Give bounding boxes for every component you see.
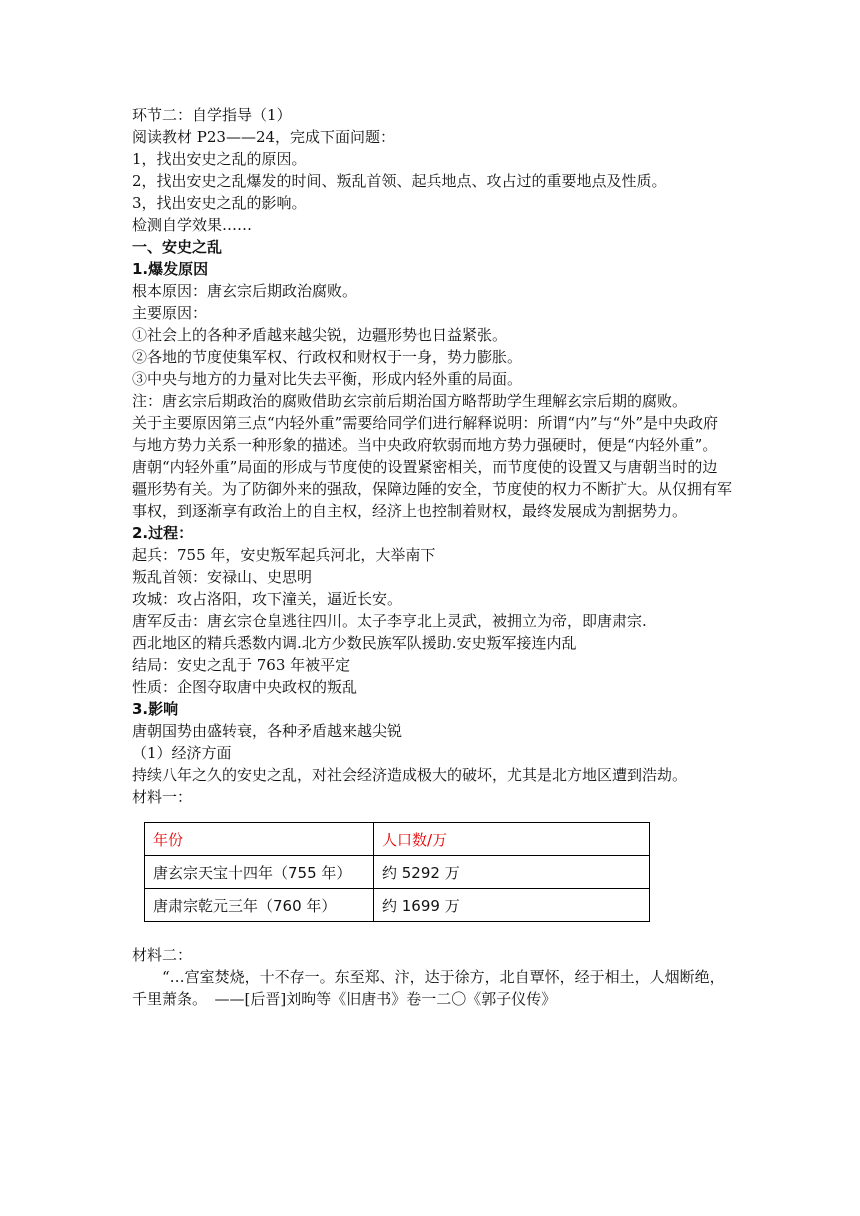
impact-economy-label: （1）经济方面 [132, 744, 232, 762]
cause-item-3: ③中央与地方的力量对比失去平衡，形成内轻外重的局面。 [132, 370, 523, 388]
heading-anshi-rebellion: 一、安史之乱 [132, 238, 223, 256]
heading-process: 2.过程： [132, 524, 194, 542]
process-counterattack-cont: 西北地区的精兵悉数内调.北方少数民族军队援助.安史叛军接连内乱 [132, 634, 577, 652]
section-intro: 环节二：自学指导（1） [132, 106, 292, 124]
process-attack: 攻城：攻占洛阳，攻下潼关，逼近长安。 [132, 590, 403, 608]
document-page [132, 104, 732, 1010]
population-table [144, 822, 650, 922]
main-causes-label: 主要原因： [132, 304, 208, 322]
table-cell-year: 唐肃宗乾元三年（760 年） [145, 889, 374, 922]
table-cell-year: 唐玄宗天宝十四年（755 年） [145, 856, 374, 889]
process-uprising: 起兵：755 年，安史叛军起兵河北，大举南下 [132, 546, 436, 564]
heading-impact: 3.影响 [132, 700, 179, 718]
process-outcome: 结局：安史之乱于 763 年被平定 [132, 656, 351, 674]
self-check: 检测自学效果…… [132, 216, 253, 234]
note-paragraph: 注：唐玄宗后期政治的腐败借助玄宗前后期治国方略帮助学生理解玄宗后期的腐败。 [132, 392, 688, 410]
question-1: 1，找出安史之乱的原因。 [132, 150, 307, 168]
process-counterattack: 唐军反击：唐玄宗仓皇逃往四川。太子李亨北上灵武，被拥立为帝，即唐肃宗. [132, 612, 647, 630]
impact-summary: 唐朝国势由盛转衰，各种矛盾越来越尖锐 [132, 722, 403, 740]
table-cell-population: 约 1699 万 [374, 889, 650, 922]
impact-economy-text: 持续八年之久的安史之乱，对社会经济造成极大的破坏，尤其是北方地区遭到浩劫。 [132, 766, 688, 784]
material-2-quote: “…宫室焚烧，十不存一。东至郑、汴，达于徐方，北自覃怀，经于相土，人烟断绝，千里萧条。 ——[后晋]刘昫等《旧唐书》卷一二〇《郭子仪传》 [132, 968, 725, 1008]
process-leaders: 叛乱首领：安禄山、史思明 [132, 568, 313, 586]
table-row [145, 856, 650, 889]
table-header-population: 人口数/万 [374, 823, 650, 856]
reading-instruction: 阅读教材 P23——24，完成下面问题： [132, 128, 396, 146]
material-1-label: 材料一： [132, 788, 193, 806]
question-3: 3，找出安史之乱的影响。 [132, 194, 307, 212]
table-cell-population: 约 5292 万 [374, 856, 650, 889]
table-header-row [145, 823, 650, 856]
table-row [145, 889, 650, 922]
material-2-label: 材料二： [132, 946, 193, 964]
process-nature: 性质：企图夺取唐中央政权的叛乱 [132, 678, 358, 696]
explanation-paragraph: 关于主要原因第三点“内轻外重”需要给同学们进行解释说明：所谓“内”与“外”是中央政府与地方势力关系一种形象的描述。当中央政府软弱而地方势力强硬时，便是“内轻外重”。唐朝“内轻外重”局面的形成与节度使的设置紧密相关，而节度使的设置又与唐朝当时的边疆形势有关。为了防御外来的强敌，保障边陲的安全，节度使的权力不断扩大。从仅拥有军事权，到逐渐享有政治上的自主权，经济上也控制着财权，最终发展成为割据势力。 [132, 414, 733, 520]
root-cause: 根本原因：唐玄宗后期政治腐败。 [132, 282, 358, 300]
heading-causes: 1.爆发原因 [132, 260, 209, 278]
cause-item-2: ②各地的节度使集军权、行政权和财权于一身，势力膨胀。 [132, 348, 523, 366]
question-2: 2，找出安史之乱爆发的时间、叛乱首领、起兵地点、攻占过的重要地点及性质。 [132, 172, 667, 190]
cause-item-1: ①社会上的各种矛盾越来越尖锐，边疆形势也日益紧张。 [132, 326, 508, 344]
table-header-year: 年份 [145, 823, 374, 856]
